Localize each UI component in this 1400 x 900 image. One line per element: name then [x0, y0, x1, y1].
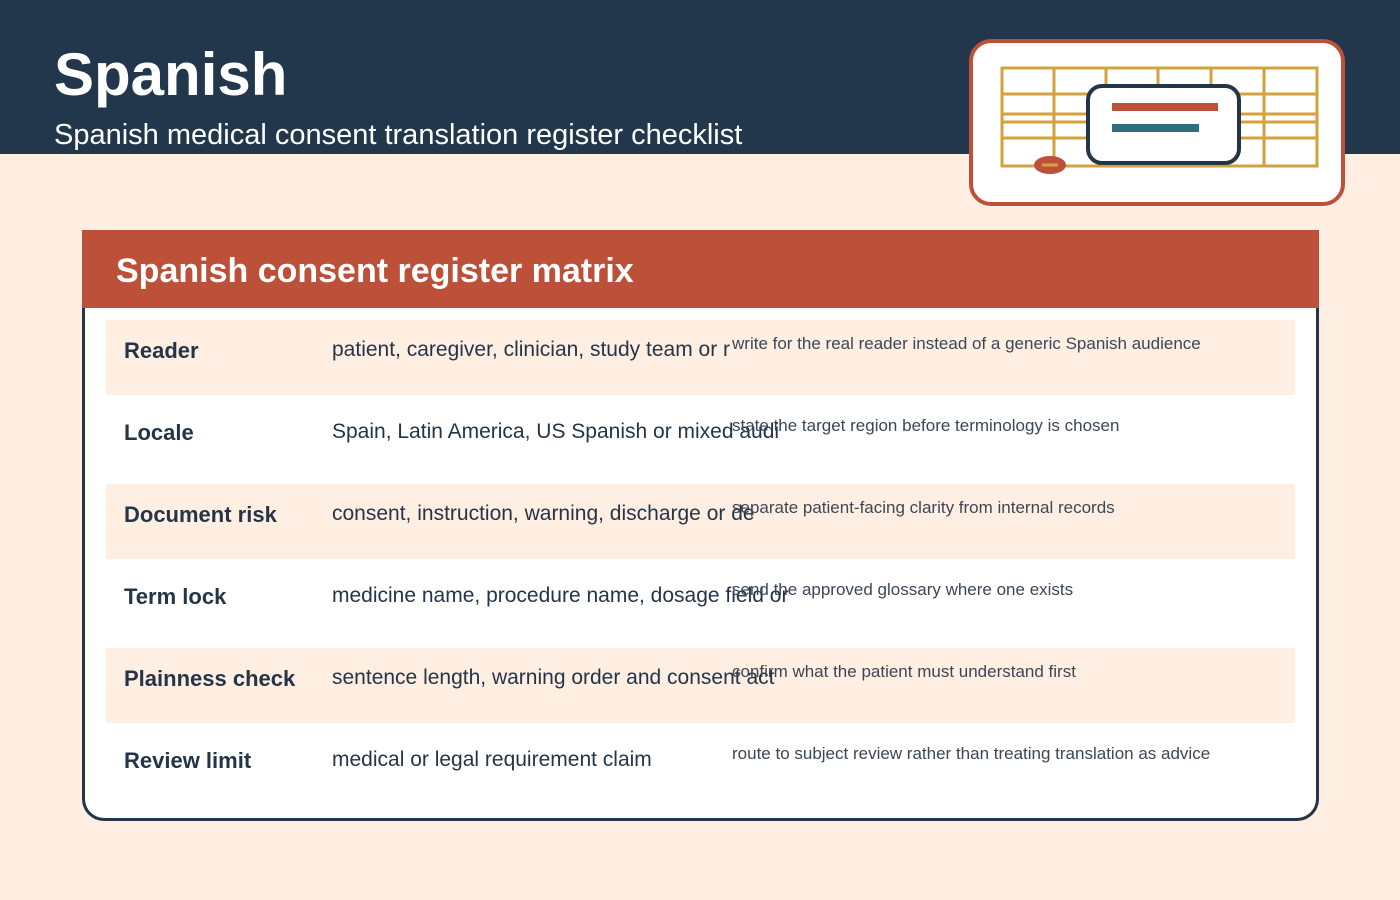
matrix-row-review-limit [106, 730, 1295, 805]
matrix-row-reader [106, 320, 1295, 395]
matrix-header [82, 230, 1319, 308]
matrix-title: Spanish consent register matrix [116, 252, 634, 290]
page-subtitle: Spanish medical consent translation register checklist [54, 119, 743, 151]
row-value: Spain, Latin America, US Spanish or mixed audi [332, 420, 780, 443]
row-label: Reader [124, 338, 199, 363]
row-note: state the target region before terminology is chosen [732, 416, 1120, 435]
row-value: medicine name, procedure name, dosage field or [332, 584, 789, 607]
matrix-row-document-risk [106, 484, 1295, 559]
row-value: sentence length, warning order and consent act [332, 666, 775, 689]
page-title: Spanish [54, 41, 288, 108]
row-note: write for the real reader instead of a generic Spanish audience [732, 334, 1201, 353]
row-label: Term lock [124, 584, 227, 609]
row-label: Plainness check [124, 666, 296, 691]
row-label: Document risk [124, 502, 277, 527]
row-label: Locale [124, 420, 194, 445]
row-note: separate patient-facing clarity from internal records [732, 498, 1115, 517]
matrix-row-plainness-check [106, 648, 1295, 723]
register-grid-with-card-icon [968, 38, 1348, 208]
row-note: send the approved glossary where one exists [732, 580, 1074, 599]
matrix-row-locale [106, 402, 1295, 477]
row-note: confirm what the patient must understand first [732, 662, 1076, 681]
row-note: route to subject review rather than treating translation as advice [732, 744, 1211, 763]
consent-register-matrix [82, 230, 1319, 821]
row-value: patient, caregiver, clinician, study team or r [332, 338, 731, 361]
row-value: medical or legal requirement claim [332, 748, 652, 771]
row-label: Review limit [124, 748, 252, 773]
row-value: consent, instruction, warning, discharge or de [332, 502, 755, 525]
matrix-row-term-lock [106, 566, 1295, 641]
